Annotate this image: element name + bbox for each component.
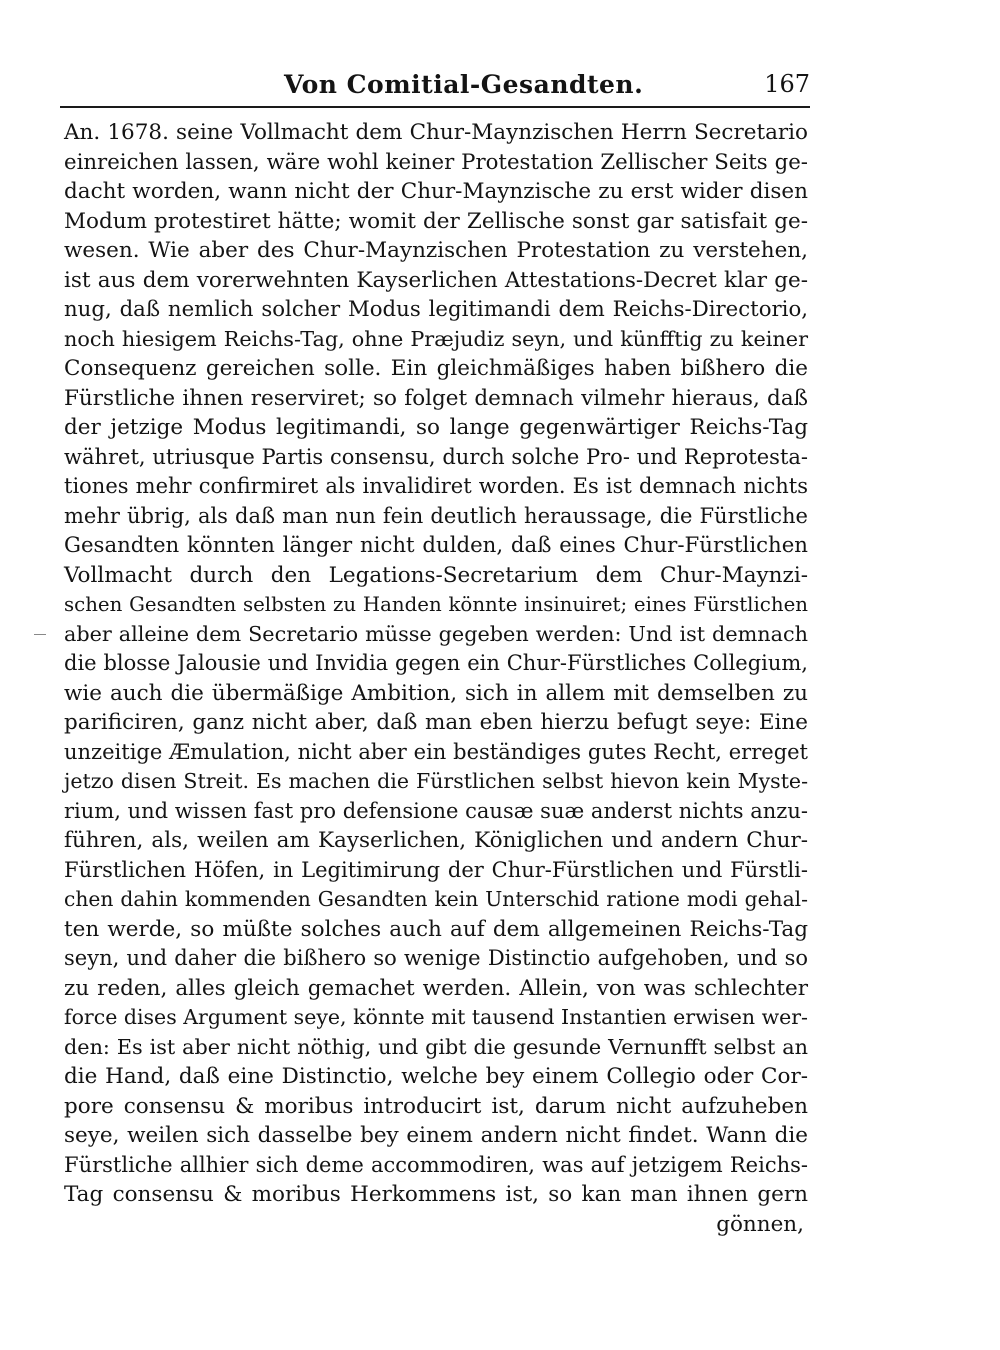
catchword: gönnen, bbox=[716, 1211, 804, 1237]
text-line: force dises Argument seye, könnte mit tausend Instantien erwisen wer- bbox=[64, 1005, 808, 1029]
header-rule bbox=[60, 106, 810, 108]
text-line: An. 1678. seine Vollmacht dem Chur-Maynzischen Herrn Secretario bbox=[64, 120, 808, 145]
text-line: die blosse Jalousie und Invidia gegen ein Chur-Fürstliches Collegium, bbox=[64, 651, 808, 675]
text-line: Vollmacht durch den Legations-Secretarium dem Chur-Maynzi- bbox=[64, 562, 808, 588]
margin-mark bbox=[34, 634, 46, 635]
body-text bbox=[64, 118, 808, 1239]
text-line: die Hand, daß eine Distinctio, welche bey einem Collegio oder Cor- bbox=[64, 1064, 808, 1089]
text-line: führen, als, weilen am Kayserlichen, Königlichen und andern Chur- bbox=[64, 828, 808, 853]
text-line: seye, weilen sich dasselbe bey einem andern nicht findet. Wann die bbox=[64, 1123, 808, 1148]
text-line: aber alleine dem Secretario müsse gegeben werden: Und ist demnach bbox=[64, 621, 808, 646]
text-line: parificiren, ganz nicht aber, daß man eben hierzu befugt seye: Eine bbox=[64, 710, 808, 735]
text-line: Fürstlichen Höfen, in Legitimirung der Chur-Fürstlichen und Fürstli- bbox=[64, 857, 808, 882]
text-line: Tag consensu & moribus Herkommens ist, so kan man ihnen gern bbox=[64, 1182, 808, 1207]
running-title: Von Comitial-Gesandten. bbox=[284, 70, 644, 99]
page-number: 167 bbox=[764, 70, 810, 98]
running-head bbox=[60, 70, 810, 110]
text-line: schen Gesandten selbsten zu Handen könnte insinuiret; eines Fürstlichen bbox=[64, 593, 808, 616]
text-line: zu reden, alles gleich gemachet werden. Allein, von was schlechter bbox=[64, 975, 808, 1001]
text-line: chen dahin kommenden Gesandten kein Unterschid ratione modi gehal- bbox=[64, 887, 808, 911]
text-line: der jetzige Modus legitimandi, so lange gegenwärtiger Reichs-Tag bbox=[64, 415, 808, 440]
text-line: unzeitige Æmulation, nicht aber ein beständiges gutes Recht, erreget bbox=[64, 739, 808, 764]
text-line: Modum protestiret hätte; womit der Zellische sonst gar satisfait ge- bbox=[64, 208, 808, 234]
text-line: ten werde, so müßte solches auch auf dem allgemeinen Reichs-Tag bbox=[64, 916, 808, 942]
text-line: pore consensu & moribus introducirt ist, darum nicht aufzuheben bbox=[64, 1093, 808, 1119]
text-line: mehr übrig, als daß man nun fein deutlich heraussage, die Fürstliche bbox=[64, 503, 808, 528]
text-line: Consequenz gereichen solle. Ein gleichmäßiges haben bißhero die bbox=[64, 356, 808, 381]
text-line: den: Es ist aber nicht nöthig, und gibt die gesunde Vernunfft selbst an bbox=[64, 1034, 808, 1059]
text-line: währet, utriusque Partis consensu, durch solche Pro- und Reprotesta- bbox=[64, 444, 808, 469]
text-line: nug, daß nemlich solcher Modus legitimandi dem Reichs-Directorio, bbox=[64, 297, 808, 322]
text-line: tiones mehr confirmiret als invalidiret worden. Es ist demnach nichts bbox=[64, 474, 808, 498]
text-line: ist aus dem vorerwehnten Kayserlichen Attestations-Decret klar ge- bbox=[64, 267, 808, 293]
text-line: dacht worden, wann nicht der Chur-Maynzische zu erst wider disen bbox=[64, 179, 808, 204]
text-line: Fürstliche ihnen reserviret; so folget demnach vilmehr hieraus, daß bbox=[64, 385, 808, 411]
text-line: wie auch die übermäßige Ambition, sich in allem mit demselben zu bbox=[64, 680, 808, 706]
text-line: Gesandten könnten länger nicht dulden, daß eines Chur-Fürstlichen bbox=[64, 533, 808, 558]
text-line: noch hiesigem Reichs-Tag, ohne Præjudiz seyn, und künfftig zu keiner bbox=[64, 326, 808, 351]
text-line: jetzo disen Streit. Es machen die Fürstlichen selbst hievon kein Myste- bbox=[64, 769, 808, 793]
text-line: Fürstliche allhier sich deme accommodiren, was auf jetzigem Reichs- bbox=[64, 1152, 808, 1177]
text-line: rium, und wissen fast pro defensione causæ suæ anderst nichts anzu- bbox=[64, 798, 808, 823]
text-line: einreichen lassen, wäre wohl keiner Protestation Zellischer Seits ge- bbox=[64, 149, 808, 175]
text-line: seyn, und daher die bißhero so wenige Distinctio aufgehoben, und so bbox=[64, 946, 808, 970]
text-line: wesen. Wie aber des Chur-Maynzischen Protestation zu verstehen, bbox=[64, 238, 808, 263]
